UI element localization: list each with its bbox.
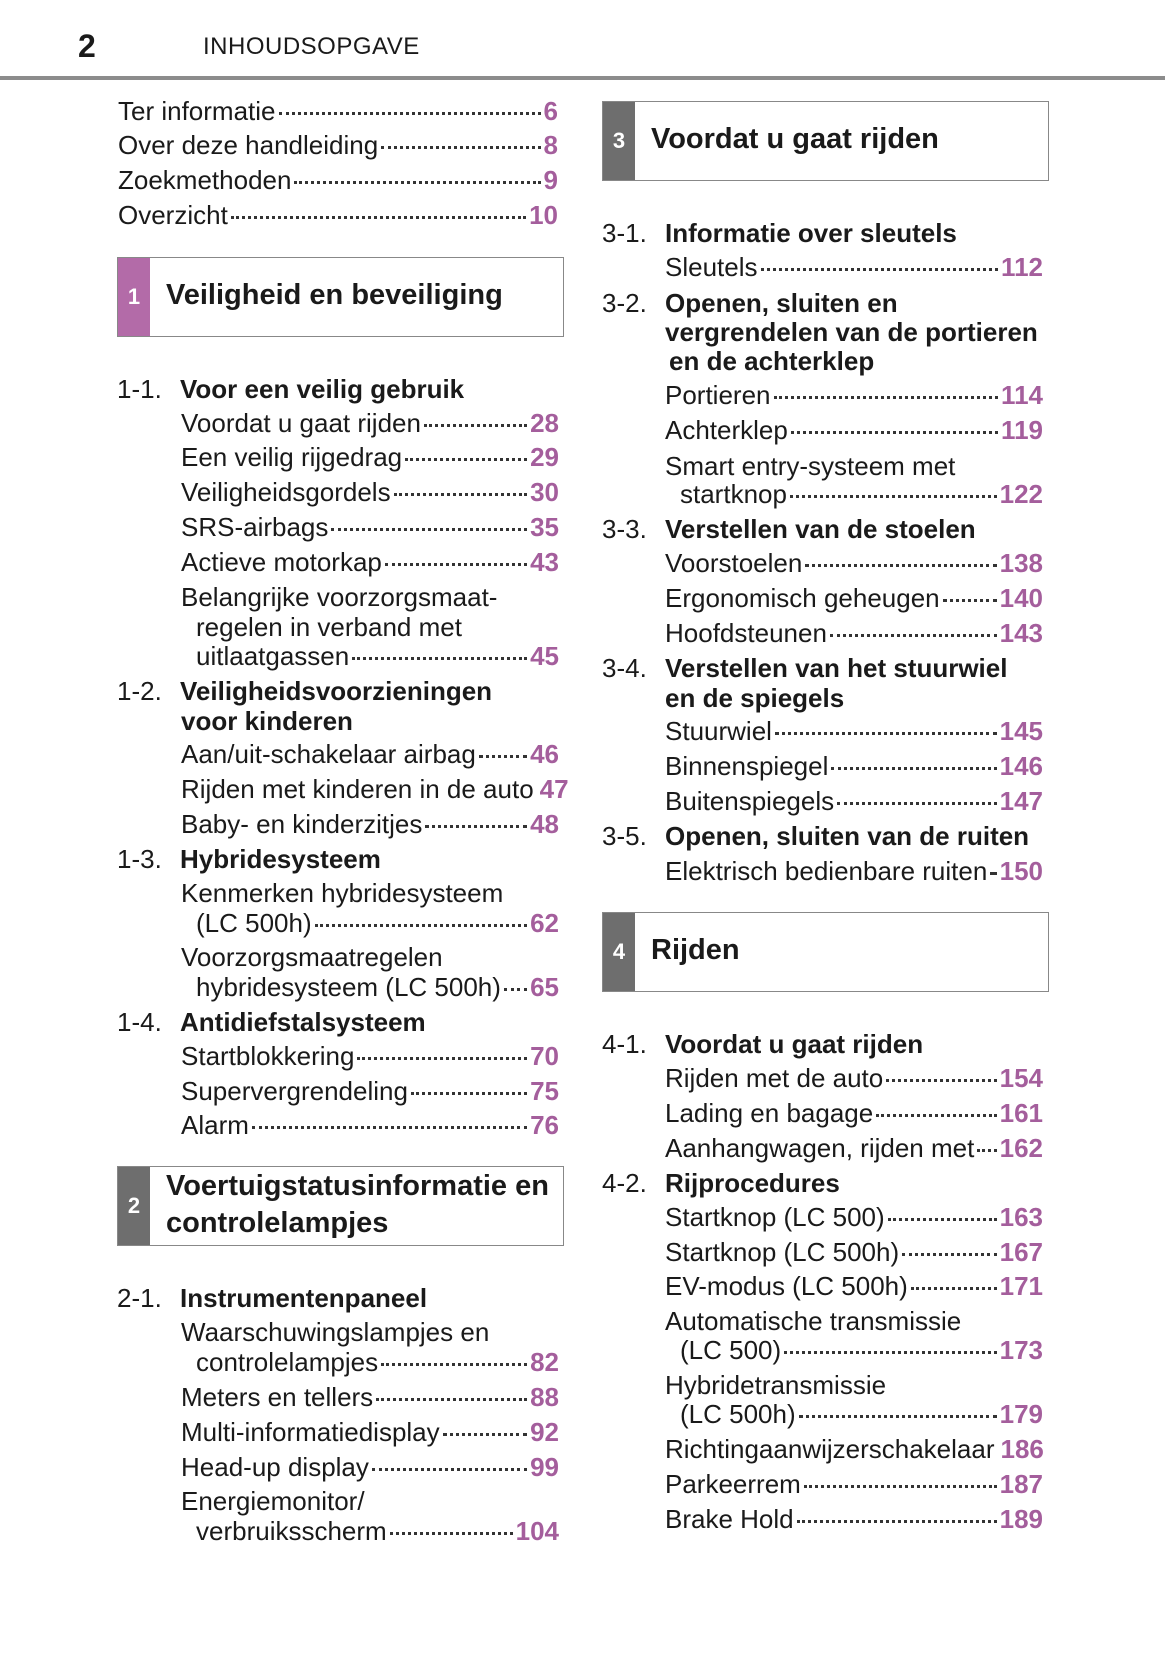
page-number: 2 xyxy=(78,28,96,64)
toc-entry[interactable] xyxy=(118,165,558,195)
page-link[interactable]: 82 xyxy=(530,1347,559,1377)
chapter-title: Informatie over sleutels xyxy=(665,218,957,248)
toc-entry-label: Startknop (LC 500h) xyxy=(665,1237,900,1267)
toc-entry[interactable] xyxy=(665,1133,1043,1163)
toc-entry-label: Parkeerrem xyxy=(665,1469,801,1499)
toc-entry[interactable] xyxy=(665,583,1043,613)
toc-entry[interactable] xyxy=(665,786,1043,816)
toc-entry-label: Voorstoelen xyxy=(665,548,803,578)
page-link[interactable]: 143 xyxy=(999,618,1043,648)
chapter-title: Voor een veilig gebruik xyxy=(180,374,465,404)
toc-entry-label: Stuurwiel xyxy=(665,716,772,746)
toc-entry[interactable] xyxy=(181,442,559,472)
page-link[interactable]: 140 xyxy=(999,583,1043,613)
dot-leader xyxy=(315,924,527,927)
chapter-1-2[interactable] xyxy=(117,676,492,706)
toc-entry[interactable] xyxy=(181,809,559,839)
dot-leader xyxy=(831,767,996,770)
dot-leader xyxy=(405,458,527,461)
chapter-number: 2-1. xyxy=(117,1283,162,1313)
dot-leader xyxy=(443,1433,527,1436)
toc-entry[interactable] xyxy=(665,751,1043,781)
toc-entry-label: (LC 500h) xyxy=(196,908,312,938)
page-link[interactable]: 161 xyxy=(999,1098,1043,1128)
toc-entry[interactable] xyxy=(181,477,559,507)
toc-entry[interactable] xyxy=(665,415,1043,445)
toc-entry-line: Belangrijke voorzorgsmaat- xyxy=(181,582,498,612)
page-link[interactable]: 10 xyxy=(529,200,558,230)
toc-entry-label: uitlaatgassen xyxy=(196,641,350,671)
toc-entry-label: Aanhangwagen, rijden met xyxy=(665,1133,975,1163)
toc-entry[interactable] xyxy=(196,1516,559,1546)
toc-entry[interactable] xyxy=(680,479,1043,509)
page-link[interactable]: 6 xyxy=(543,96,558,126)
chapter-title: Verstellen van het stuurwiel xyxy=(665,653,1008,683)
page-link[interactable]: 9 xyxy=(543,165,558,195)
chapter-number: 3-5. xyxy=(602,821,647,851)
dot-leader xyxy=(943,599,997,602)
toc-entry-label: Achterklep xyxy=(665,415,788,445)
dot-leader xyxy=(774,396,999,399)
toc-entry-label: Sleutels xyxy=(665,252,758,282)
chapter-number: 3-4. xyxy=(602,653,647,683)
dot-leader xyxy=(990,872,996,875)
dot-leader xyxy=(797,1520,997,1523)
chapter-title: Hybridesysteem xyxy=(180,844,381,874)
dot-leader xyxy=(331,528,527,531)
page-link[interactable]: 70 xyxy=(530,1041,559,1071)
dot-leader xyxy=(231,216,526,219)
dot-leader xyxy=(372,1468,527,1471)
toc-entry-label: Alarm xyxy=(181,1110,249,1140)
chapter-number: 3-2. xyxy=(602,288,647,318)
chapter-title: Openen, sluiten van de ruiten xyxy=(665,821,1030,851)
dot-leader xyxy=(424,424,527,427)
toc-entry-label: EV-modus (LC 500h) xyxy=(665,1271,908,1301)
toc-entry[interactable] xyxy=(181,408,559,438)
toc-entry[interactable] xyxy=(665,380,1043,410)
chapter-title: Voordat u gaat rijden xyxy=(665,1029,924,1059)
chapter-3-1[interactable] xyxy=(602,218,957,248)
toc-entry-label: Rijden met de auto xyxy=(665,1063,884,1093)
dot-leader xyxy=(376,1398,527,1401)
chapter-3-3[interactable] xyxy=(602,514,976,544)
dot-leader xyxy=(805,564,996,567)
toc-entry[interactable] xyxy=(665,618,1043,648)
chapter-1-4[interactable] xyxy=(117,1007,426,1037)
toc-entry-label: (LC 500) xyxy=(680,1335,782,1365)
page-link[interactable]: 173 xyxy=(999,1335,1043,1365)
chapter-number: 1-3. xyxy=(117,844,162,874)
toc-entry-line: Voorzorgsmaatregelen xyxy=(181,942,443,972)
toc-entry-label: Een veilig rijgedrag xyxy=(181,442,403,472)
chapter-3-4[interactable] xyxy=(602,653,1007,683)
toc-entry[interactable] xyxy=(680,1399,1043,1429)
chapter-number: 1-2. xyxy=(117,676,162,706)
page-link[interactable]: 8 xyxy=(543,130,558,160)
dot-leader xyxy=(977,1149,996,1152)
dot-leader xyxy=(804,1485,997,1488)
toc-entry[interactable] xyxy=(665,1504,1043,1534)
section-title: Voordat u gaat rijden xyxy=(651,123,939,155)
toc-entry-line: Energiemonitor/ xyxy=(181,1486,365,1516)
toc-entry-label: (LC 500h) xyxy=(680,1399,796,1429)
dot-leader xyxy=(279,112,541,115)
dot-leader xyxy=(411,1092,527,1095)
toc-entry-label: Ter informatie xyxy=(118,96,276,126)
toc-entry-line: Automatische transmissie xyxy=(665,1306,962,1336)
dot-leader xyxy=(791,431,998,434)
page-link[interactable]: 30 xyxy=(530,477,559,507)
dot-leader xyxy=(357,1057,527,1060)
toc-entry[interactable] xyxy=(665,1434,1043,1464)
toc-entry-label: Overzicht xyxy=(118,200,228,230)
chapter-title-line: en de achterklep xyxy=(669,346,875,376)
toc-entry-label: Startblokkering xyxy=(181,1041,355,1071)
chapter-title: Verstellen van de stoelen xyxy=(665,514,976,544)
chapter-3-5[interactable] xyxy=(602,821,1029,851)
dot-leader xyxy=(784,1351,996,1354)
dot-leader xyxy=(504,988,527,991)
toc-entry-line: Waarschuwingslampjes en xyxy=(181,1317,490,1347)
page-link[interactable]: 146 xyxy=(999,751,1043,781)
section-title: Rijden xyxy=(651,934,740,966)
toc-entry-line: Kenmerken hybridesysteem xyxy=(181,878,504,908)
page-link[interactable]: 28 xyxy=(530,408,559,438)
toc-entry[interactable] xyxy=(196,908,559,938)
page-link[interactable]: 43 xyxy=(530,547,559,577)
toc-entry[interactable] xyxy=(181,1041,559,1071)
section-number-tab: 3 xyxy=(603,102,635,180)
toc-entry-label: Elektrisch bedienbare ruiten xyxy=(665,856,988,886)
section-4-header[interactable] xyxy=(602,912,1049,992)
toc-entry[interactable] xyxy=(181,739,559,769)
chapter-1-3[interactable] xyxy=(117,844,381,874)
toc-entry-label: Brake Hold xyxy=(665,1504,794,1534)
page-link[interactable]: 186 xyxy=(1000,1434,1044,1464)
toc-entry[interactable] xyxy=(665,252,1043,282)
page-link[interactable]: 35 xyxy=(530,512,559,542)
toc-entry-label: Hoofdsteunen xyxy=(665,618,827,648)
dot-leader xyxy=(252,1126,527,1129)
toc-entry-label: Meters en tellers xyxy=(181,1382,374,1412)
toc-entry-label: Actieve motorkap xyxy=(181,547,382,577)
toc-entry[interactable] xyxy=(665,716,1043,746)
section-number-tab: 2 xyxy=(118,1167,150,1245)
toc-entry-label: startknop xyxy=(680,479,787,509)
dot-leader xyxy=(830,634,997,637)
chapter-number: 1-4. xyxy=(117,1007,162,1037)
chapter-title-line: vergrendelen van de portieren xyxy=(665,317,1038,347)
toc-entry[interactable] xyxy=(665,856,1043,886)
toc-entry-label: Binnenspiegel xyxy=(665,751,829,781)
toc-entry-label: Buitenspiegels xyxy=(665,786,835,816)
toc-entry[interactable] xyxy=(665,1098,1043,1128)
toc-entry-line: Hybridetransmissie xyxy=(665,1370,887,1400)
section-title: Veiligheid en beveiliging xyxy=(166,279,503,311)
section-3-header[interactable] xyxy=(602,101,1049,181)
chapter-2-1[interactable] xyxy=(117,1283,427,1313)
page-link[interactable]: 76 xyxy=(530,1110,559,1140)
toc-entry[interactable] xyxy=(181,1417,559,1447)
toc-entry-line: Smart entry-systeem met xyxy=(665,451,956,481)
toc-entry[interactable] xyxy=(196,1347,559,1377)
page-link[interactable]: 114 xyxy=(1001,380,1043,410)
toc-entry-label: hybridesysteem (LC 500h) xyxy=(196,972,501,1002)
toc-entry[interactable] xyxy=(665,1271,1043,1301)
dot-leader xyxy=(385,563,527,566)
page-link[interactable]: 29 xyxy=(530,442,559,472)
toc-entry[interactable] xyxy=(181,1110,559,1140)
page-link[interactable]: 119 xyxy=(1001,415,1043,445)
dot-leader xyxy=(394,493,527,496)
chapter-1-1[interactable] xyxy=(117,374,464,404)
toc-entry[interactable] xyxy=(196,972,559,1002)
section-title: Voertuigstatusinformatie en xyxy=(166,1170,549,1202)
toc-entry-label: Richtingaanwijzerschakelaar xyxy=(665,1434,995,1464)
dot-leader xyxy=(799,1415,997,1418)
toc-entry[interactable] xyxy=(181,547,559,577)
page-link[interactable]: 150 xyxy=(999,856,1043,886)
chapter-title: Veiligheidsvoorzieningen xyxy=(180,676,493,706)
toc-entry-label: SRS-airbags xyxy=(181,512,329,542)
toc-entry[interactable] xyxy=(181,774,569,804)
toc-entry-label: Startknop (LC 500) xyxy=(665,1202,885,1232)
page-link[interactable]: 65 xyxy=(530,972,559,1002)
toc-entry[interactable] xyxy=(665,1237,1043,1267)
toc-entry[interactable] xyxy=(665,1063,1043,1093)
toc-entry-label: Over deze handleiding xyxy=(118,130,379,160)
toc-entry-label: Veiligheidsgordels xyxy=(181,477,391,507)
chapter-4-1[interactable] xyxy=(602,1029,923,1059)
chapter-number: 4-1. xyxy=(602,1029,647,1059)
dot-leader xyxy=(761,268,999,271)
page-link[interactable]: 88 xyxy=(530,1382,559,1412)
toc-entry[interactable] xyxy=(665,1202,1043,1232)
chapter-number: 3-1. xyxy=(602,218,647,248)
toc-entry[interactable] xyxy=(118,130,558,160)
dot-leader xyxy=(381,1363,527,1366)
section-title-line2: controlelampjes xyxy=(166,1207,389,1239)
toc-entry-label: Baby- en kinderzitjes xyxy=(181,809,423,839)
section-2-header[interactable] xyxy=(117,1166,564,1246)
page-link[interactable]: 46 xyxy=(530,739,559,769)
page-link[interactable]: 45 xyxy=(530,641,559,671)
toc-entry-label: Rijden met kinderen in de auto xyxy=(181,774,534,804)
toc-entry[interactable] xyxy=(680,1335,1043,1365)
toc-entry-label: Ergonomisch geheugen xyxy=(665,583,940,613)
page-link[interactable]: 187 xyxy=(999,1469,1043,1499)
page-link[interactable]: 162 xyxy=(999,1133,1043,1163)
page-link[interactable]: 112 xyxy=(1001,252,1043,282)
toc-entry-label: verbruiksscherm xyxy=(196,1516,387,1546)
dot-leader xyxy=(902,1253,996,1256)
chapter-title: Instrumentenpaneel xyxy=(180,1283,428,1313)
chapter-4-2[interactable] xyxy=(602,1168,840,1198)
toc-entry-label: Supervergrendeling xyxy=(181,1076,408,1106)
toc-entry-label: Voordat u gaat rijden xyxy=(181,408,421,438)
section-number-tab: 1 xyxy=(118,258,150,336)
toc-entry[interactable] xyxy=(181,1076,559,1106)
dot-leader xyxy=(790,495,997,498)
dot-leader xyxy=(886,1079,996,1082)
page-link[interactable]: 75 xyxy=(530,1076,559,1106)
dot-leader xyxy=(876,1114,996,1117)
toc-entry[interactable] xyxy=(196,641,559,671)
page-link[interactable]: 99 xyxy=(530,1452,559,1482)
page-link[interactable]: 145 xyxy=(999,716,1043,746)
section-number-tab: 4 xyxy=(603,913,635,991)
dot-leader xyxy=(911,1287,997,1290)
chapter-title-line: voor kinderen xyxy=(181,706,353,736)
page-link[interactable]: 62 xyxy=(530,908,559,938)
toc-entry-label: Portieren xyxy=(665,380,771,410)
dot-leader xyxy=(381,146,540,149)
toc-entry[interactable] xyxy=(665,1469,1043,1499)
dot-leader xyxy=(425,825,527,828)
page-title: INHOUDSOPGAVE xyxy=(203,33,420,60)
section-1-header[interactable] xyxy=(117,257,564,337)
dot-leader xyxy=(775,732,997,735)
toc-entry[interactable] xyxy=(181,512,559,542)
toc-entry[interactable] xyxy=(665,548,1043,578)
dot-leader xyxy=(390,1532,513,1535)
toc-entry[interactable] xyxy=(181,1382,559,1412)
page-link[interactable]: 171 xyxy=(999,1271,1043,1301)
toc-entry[interactable] xyxy=(181,1452,559,1482)
toc-entry-label: Lading en bagage xyxy=(665,1098,874,1128)
page-link[interactable]: 47 xyxy=(539,774,569,804)
page-link[interactable]: 189 xyxy=(999,1504,1043,1534)
dot-leader xyxy=(888,1218,997,1221)
toc-entry-label: Head-up display xyxy=(181,1452,369,1482)
header-rule xyxy=(0,76,1165,80)
toc-entry-label: controlelampjes xyxy=(196,1347,379,1377)
page-link[interactable]: 163 xyxy=(999,1202,1043,1232)
chapter-number: 3-3. xyxy=(602,514,647,544)
dot-leader xyxy=(352,657,527,660)
toc-entry-label: Zoekmethoden xyxy=(118,165,292,195)
page-link[interactable]: 167 xyxy=(999,1237,1043,1267)
chapter-title: Rijprocedures xyxy=(665,1168,840,1198)
dot-leader xyxy=(479,755,527,758)
page-link[interactable]: 48 xyxy=(530,809,559,839)
toc-entry-line: regelen in verband met xyxy=(196,612,462,642)
toc-entry[interactable] xyxy=(118,96,558,126)
toc-entry-label: Multi-informatiedisplay xyxy=(181,1417,440,1447)
chapter-number: 4-2. xyxy=(602,1168,647,1198)
toc-entry[interactable] xyxy=(118,200,558,230)
page-link[interactable]: 154 xyxy=(999,1063,1043,1093)
dot-leader xyxy=(837,802,996,805)
page-link[interactable]: 92 xyxy=(530,1417,559,1447)
page-link[interactable]: 138 xyxy=(999,548,1043,578)
page-link[interactable]: 104 xyxy=(515,1516,559,1546)
chapter-title-line: en de spiegels xyxy=(665,683,845,713)
chapter-number: 1-1. xyxy=(117,374,162,404)
chapter-title: Openen, sluiten en xyxy=(665,288,898,318)
page-link[interactable]: 122 xyxy=(999,479,1043,509)
dot-leader xyxy=(294,181,540,184)
page-link[interactable]: 147 xyxy=(999,786,1043,816)
toc-entry-label: Aan/uit-schakelaar airbag xyxy=(181,739,476,769)
page-link[interactable]: 179 xyxy=(999,1399,1043,1429)
chapter-3-2[interactable] xyxy=(602,288,898,318)
chapter-title: Antidiefstalsysteem xyxy=(180,1007,426,1037)
